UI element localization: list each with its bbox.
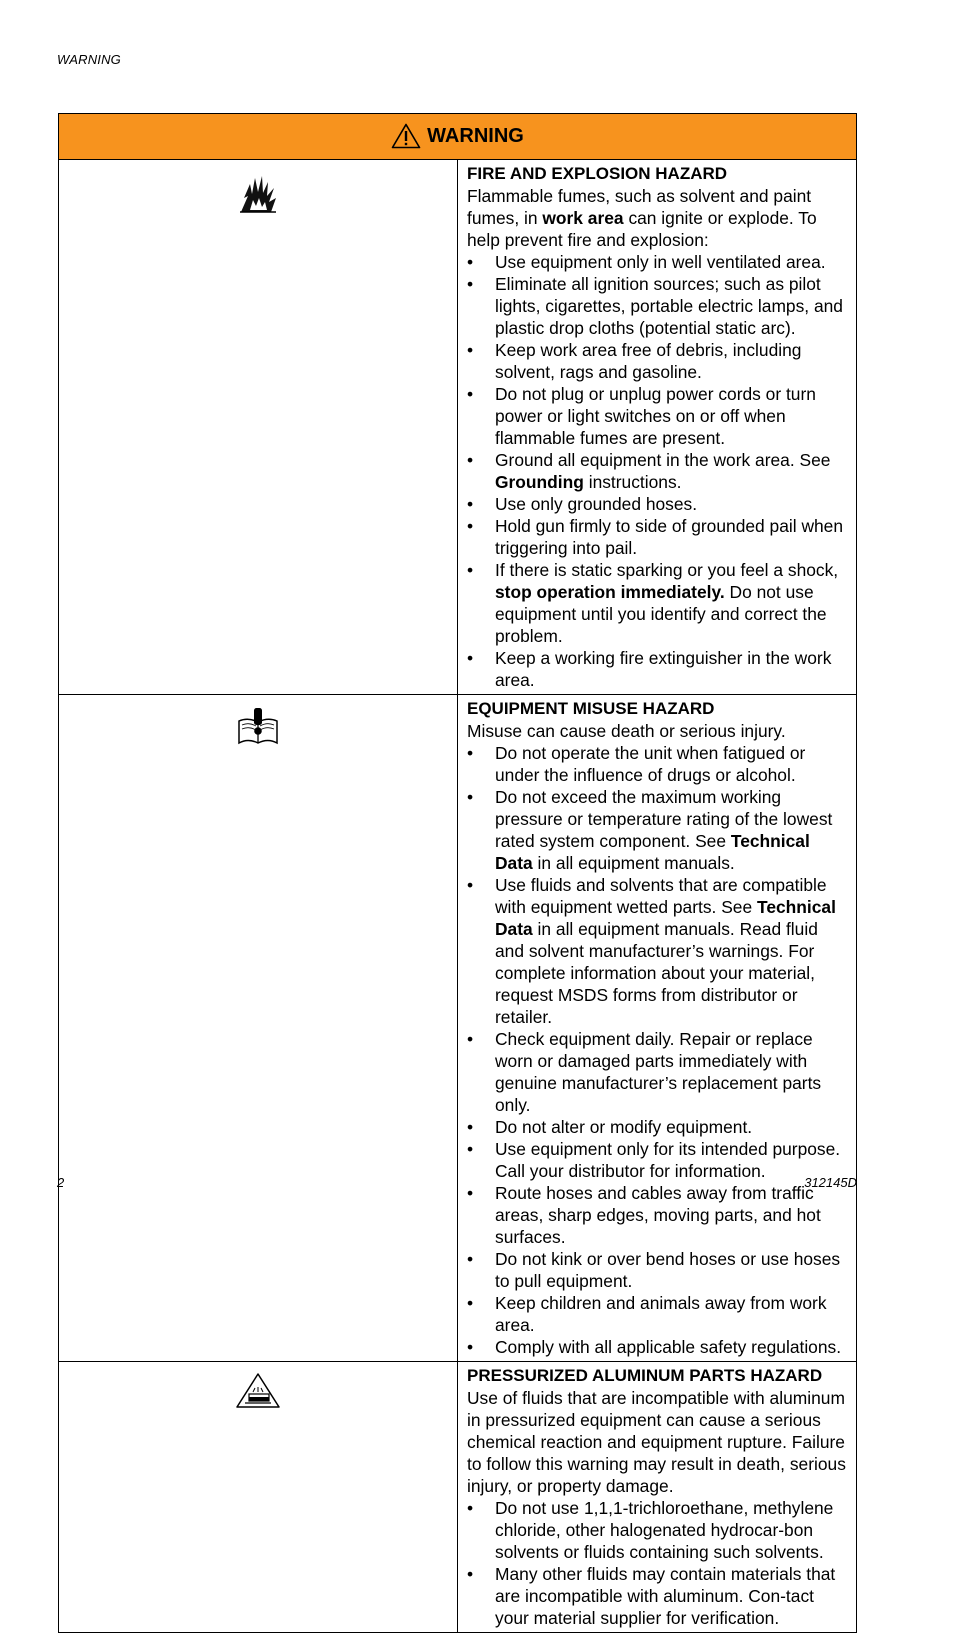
document-number: 312145D <box>804 1175 857 1190</box>
hazard-bullet-list <box>467 1497 846 1629</box>
bullet-item <box>467 874 846 1028</box>
pressurized-aluminum-icon <box>235 1372 281 1410</box>
text-segment: Do not exceed the maximum working pressure or temperature rating of the lowest rated system component. See <box>495 787 833 851</box>
hazard-title: PRESSURIZED ALUMINUM PARTS HAZARD <box>467 1366 823 1385</box>
bullet-item <box>467 559 846 647</box>
text-segment: Flammable fumes, such as solvent and paint fumes, in <box>467 186 812 228</box>
hazard-intro <box>467 1387 846 1497</box>
bullet-item <box>467 383 846 449</box>
emphasis-text: Technical Data <box>495 831 810 873</box>
text-segment: Use fluids and solvents that are compatible with equipment wetted parts. See <box>495 875 827 917</box>
text-segment: Do not plug or unplug power cords or turn power or light switches on or off when flammable fumes are present. <box>495 384 816 448</box>
hazard-intro <box>467 185 846 251</box>
warning-table <box>58 113 857 1633</box>
text-segment: Use equipment only in well ventilated area. <box>495 252 826 272</box>
hazard-title: EQUIPMENT MISUSE HAZARD <box>467 699 715 718</box>
warning-triangle-icon <box>391 123 421 149</box>
text-segment: Many other fluids may contain materials that are incompatible with aluminum. Con-tact your material supplier for verification. <box>495 1564 836 1628</box>
bullet-item <box>467 1028 846 1116</box>
bullet-item <box>467 339 846 383</box>
hazard-intro <box>467 720 846 742</box>
bullet-item <box>467 251 846 273</box>
bullet-item <box>467 449 846 493</box>
hazard-bullet-list <box>467 742 846 1358</box>
page-number: 2 <box>57 1175 65 1190</box>
hazard-row-fire <box>59 160 857 695</box>
read-manual-icon <box>237 707 279 747</box>
warning-banner <box>59 114 857 160</box>
hazard-row-aluminum <box>59 1362 857 1633</box>
hazard-icon-cell <box>59 695 458 1362</box>
text-segment: Keep a working fire extinguisher in the work area. <box>495 648 832 690</box>
hazard-title: FIRE AND EXPLOSION HAZARD <box>467 164 728 183</box>
text-segment: Do not use equipment until you identify and correct the problem. <box>495 582 827 646</box>
bullet-item <box>467 1182 846 1248</box>
bullet-item <box>467 1138 846 1182</box>
bullet-item <box>467 515 846 559</box>
bullet-item <box>467 1563 846 1629</box>
bullet-item <box>467 1497 846 1563</box>
bullet-item <box>467 786 846 874</box>
text-segment: Use only grounded hoses. <box>495 494 698 514</box>
text-segment: Keep work area free of debris, including solvent, rags and gasoline. <box>495 340 802 382</box>
text-segment: Use equipment only for its intended purpose. Call your distributor for information. <box>495 1139 841 1181</box>
text-segment: Eliminate all ignition sources; such as pilot lights, cigarettes, portable electric lamps, and plastic drop cloths (potential static arc). <box>495 274 843 338</box>
hazard-text-cell <box>458 695 857 1362</box>
hazard-icon-cell <box>59 160 458 695</box>
text-segment: Misuse can cause death or serious injury. <box>467 721 786 741</box>
bullet-item <box>467 742 846 786</box>
hazard-text-cell <box>458 1362 857 1633</box>
fire-explosion-icon <box>238 174 278 214</box>
warning-banner-title: WARNING <box>427 124 524 147</box>
text-segment: in all equipment manuals. Read fluid and solvent manufacturer’s warnings. For complete information about your material, request MSDS forms from distributor or retailer. <box>495 919 818 1027</box>
text-segment: Do not kink or over bend hoses or use hoses to pull equipment. <box>495 1249 841 1291</box>
bullet-item <box>467 493 846 515</box>
text-segment: Do not alter or modify equipment. <box>495 1117 753 1137</box>
bullet-item <box>467 273 846 339</box>
text-segment: in all equipment manuals. <box>532 853 735 873</box>
bullet-item <box>467 1292 846 1336</box>
text-segment: Route hoses and cables away from traffic areas, sharp edges, moving parts, and hot surfaces. <box>495 1183 821 1247</box>
running-header: WARNING <box>57 52 121 67</box>
text-segment: Use of fluids that are incompatible with aluminum in pressurized equipment can cause a serious chemical reaction and equipment rupture. Failure to follow this warning may result in death, serious injury, or property damage. <box>467 1388 846 1496</box>
hazard-icon-cell <box>59 1362 458 1633</box>
bullet-item <box>467 1248 846 1292</box>
bullet-item <box>467 647 846 691</box>
text-segment: Hold gun firmly to side of grounded pail when triggering into pail. <box>495 516 844 558</box>
bullet-item <box>467 1116 846 1138</box>
text-segment: Check equipment daily. Repair or replace worn or damaged parts immediately with genuine manufacturer’s replacement parts only. <box>495 1029 822 1115</box>
text-segment: Ground all equipment in the work area. See <box>495 450 831 470</box>
hazard-text-cell <box>458 160 857 695</box>
emphasis-text: work area <box>542 208 624 228</box>
bullet-item <box>467 1336 846 1358</box>
text-segment: Do not use 1,1,1-trichloroethane, methylene chloride, other halogenated hydrocar-bon solvents or fluids containing such solvents. <box>495 1498 834 1562</box>
emphasis-text: stop operation immediately. <box>495 582 725 602</box>
emphasis-text: Technical Data <box>495 897 836 939</box>
text-segment: Comply with all applicable safety regulations. <box>495 1337 842 1357</box>
text-segment: Keep children and animals away from work area. <box>495 1293 827 1335</box>
text-segment: instructions. <box>583 472 682 492</box>
hazard-row-misuse <box>59 695 857 1362</box>
emphasis-text: Grounding <box>495 472 584 492</box>
text-segment: If there is static sparking or you feel a shock, <box>495 560 839 580</box>
text-segment: can ignite or explode. To help prevent fire and explosion: <box>467 208 817 250</box>
hazard-bullet-list <box>467 251 846 691</box>
text-segment: Do not operate the unit when fatigued or under the influence of drugs or alcohol. <box>495 743 806 785</box>
